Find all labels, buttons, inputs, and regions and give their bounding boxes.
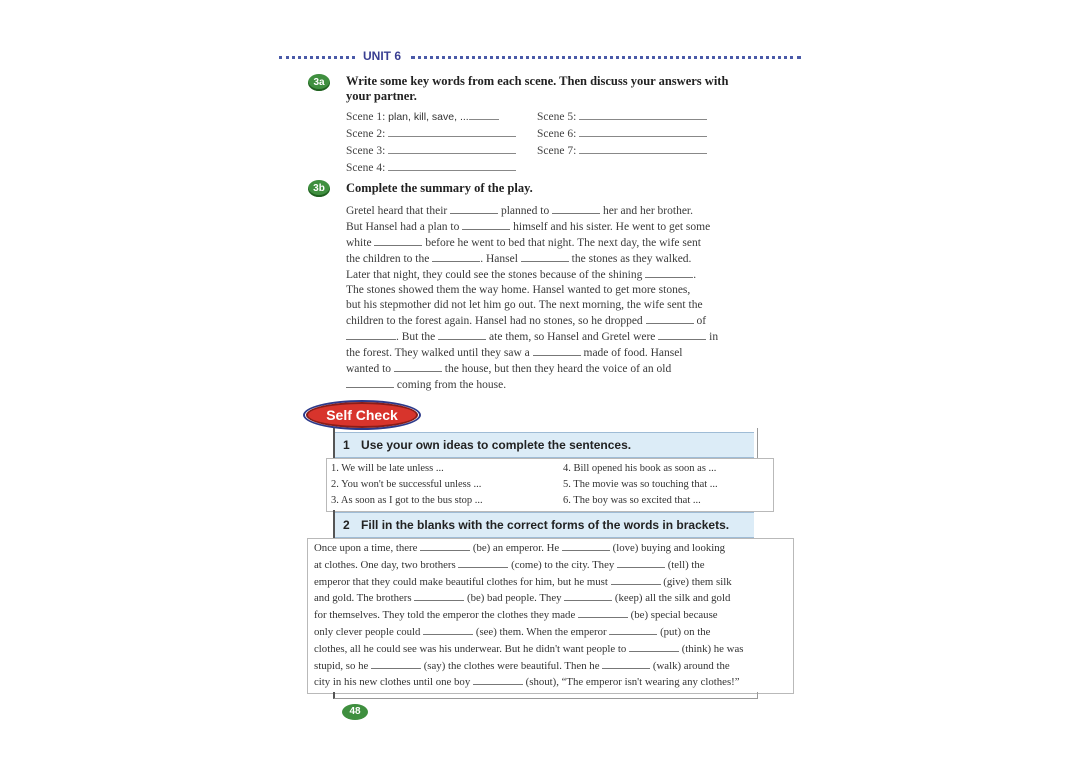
fill-blank[interactable] bbox=[562, 540, 610, 551]
summary-blank[interactable] bbox=[658, 329, 706, 340]
section-3b-badge: 3b bbox=[308, 180, 330, 197]
task2-heading-bar bbox=[335, 512, 754, 538]
text-line bbox=[346, 329, 776, 345]
text-fragment: himself and his sister. He went to get some bbox=[513, 221, 711, 233]
text-line bbox=[314, 590, 743, 607]
section-3b-heading: Complete the summary of the play. bbox=[346, 181, 533, 195]
text-fragment: children to the forest again. Hansel had no stones, so he dropped bbox=[346, 315, 643, 327]
answer-blank[interactable] bbox=[579, 125, 707, 137]
text-line bbox=[314, 557, 743, 574]
text-line bbox=[346, 203, 776, 219]
scene-label: Scene 5: bbox=[537, 111, 577, 123]
text-fragment: stupid, so he bbox=[314, 659, 369, 672]
summary-blank[interactable] bbox=[521, 251, 569, 262]
section-3a-heading bbox=[346, 74, 728, 104]
scene-row bbox=[537, 125, 707, 142]
text-fragment: (see) them. When the emperor bbox=[475, 625, 607, 638]
text-line bbox=[314, 641, 743, 658]
prompt-sentence: 4. Bill opened his book as soon as ... bbox=[563, 463, 717, 474]
task1-heading: Use your own ideas to complete the sentences. bbox=[361, 438, 632, 452]
scene-label: Scene 6: bbox=[537, 128, 577, 140]
scene-answer: plan, kill, save, ... bbox=[388, 111, 469, 123]
scene-label: Scene 1: bbox=[346, 111, 386, 123]
answer-blank[interactable] bbox=[579, 142, 707, 154]
scene-row bbox=[537, 108, 707, 125]
text-fragment: but his stepmother did not let him go out. The next morning, the wife sent the bbox=[346, 299, 703, 311]
summary-blank[interactable] bbox=[646, 313, 694, 324]
text-line bbox=[346, 283, 776, 298]
fill-blank[interactable] bbox=[609, 624, 657, 635]
text-fragment: the children to the bbox=[346, 253, 430, 265]
scene-row bbox=[537, 142, 707, 159]
answer-blank[interactable] bbox=[579, 108, 707, 120]
summary-blank[interactable] bbox=[533, 345, 581, 356]
text-fragment: (give) them silk bbox=[663, 575, 732, 588]
text-fragment: But Hansel had a plan to bbox=[346, 221, 460, 233]
text-fragment: emperor that they could make beautiful clothes for him, but he must bbox=[314, 575, 608, 588]
text-fragment: white bbox=[346, 237, 372, 249]
text-line bbox=[346, 235, 776, 251]
scene-row bbox=[346, 142, 516, 159]
text-fragment: . bbox=[693, 269, 697, 281]
scene-row bbox=[346, 125, 516, 142]
summary-text bbox=[346, 203, 776, 393]
task1-heading-bar bbox=[335, 432, 754, 458]
text-fragment: of bbox=[696, 315, 707, 327]
text-line bbox=[346, 377, 776, 393]
text-fragment: in bbox=[709, 331, 719, 343]
fill-blank[interactable] bbox=[617, 557, 665, 568]
text-line bbox=[314, 624, 743, 641]
task2-heading: Fill in the blanks with the correct forms of the words in brackets. bbox=[361, 518, 730, 532]
text-fragment: Once upon a time, there bbox=[314, 542, 418, 554]
task1-left-column bbox=[331, 461, 483, 509]
prompt-sentence: 3. As soon as I got to the bus stop ... bbox=[331, 495, 483, 506]
text-line bbox=[346, 361, 776, 377]
text-fragment: (be) bad people. They bbox=[466, 592, 562, 605]
task1-sentence-box bbox=[326, 458, 774, 512]
text-fragment: for themselves. They told the emperor the clothes they made bbox=[314, 609, 576, 622]
text-fragment: the stones as they walked. bbox=[571, 253, 692, 265]
text-fragment: (be) special because bbox=[630, 609, 718, 622]
summary-blank[interactable] bbox=[346, 329, 396, 340]
section-3a-heading-line1: Write some key words from each scene. Then discuss your answers with bbox=[346, 74, 729, 88]
task1-right-column bbox=[563, 461, 718, 509]
task2-number: 2 bbox=[343, 518, 350, 532]
section-3a-heading-line2: your partner. bbox=[346, 89, 417, 103]
text-fragment: (say) the clothes were beautiful. Then he bbox=[423, 659, 600, 672]
text-fragment: (shout), “The emperor isn't wearing any clothes!” bbox=[525, 676, 740, 689]
page-number: 48 bbox=[342, 704, 368, 720]
text-fragment: . Hansel bbox=[480, 253, 518, 265]
scene-list-left bbox=[346, 108, 516, 176]
summary-blank[interactable] bbox=[346, 377, 394, 388]
text-line bbox=[314, 674, 743, 691]
text-fragment: the house, but then they heard the voice of an old bbox=[444, 363, 672, 375]
summary-blank[interactable] bbox=[374, 235, 422, 246]
text-line bbox=[346, 251, 776, 267]
task2-frame-bottom bbox=[333, 692, 758, 699]
text-fragment: . But the bbox=[396, 331, 436, 343]
fill-blank[interactable] bbox=[473, 674, 523, 685]
text-fragment: before he went to bed that night. The next day, the wife sent bbox=[425, 237, 701, 249]
text-fragment: (be) an emperor. He bbox=[472, 542, 560, 554]
fill-blank[interactable] bbox=[564, 590, 612, 601]
text-fragment: planned to bbox=[500, 205, 550, 217]
fill-blank[interactable] bbox=[414, 590, 464, 601]
scene-row bbox=[346, 108, 516, 125]
answer-blank[interactable] bbox=[469, 108, 499, 120]
scene-label: Scene 3: bbox=[346, 145, 386, 157]
unit-header bbox=[279, 49, 801, 63]
text-fragment: wanted to bbox=[346, 363, 392, 375]
text-line bbox=[314, 574, 743, 591]
fill-blank[interactable] bbox=[423, 624, 473, 635]
text-fragment: only clever people could bbox=[314, 625, 421, 638]
fill-blank[interactable] bbox=[602, 658, 650, 669]
text-line bbox=[346, 345, 776, 361]
text-fragment: at clothes. One day, two brothers bbox=[314, 558, 456, 571]
text-fragment: (love) buying and looking bbox=[612, 542, 726, 554]
summary-blank[interactable] bbox=[645, 267, 693, 278]
text-fragment: city in his new clothes until one boy bbox=[314, 676, 471, 689]
text-fragment: and gold. The brothers bbox=[314, 592, 412, 605]
text-fragment: (keep) all the silk and gold bbox=[614, 592, 731, 605]
summary-blank[interactable] bbox=[394, 361, 442, 372]
scene-list-right bbox=[537, 108, 707, 159]
fill-blank[interactable] bbox=[371, 658, 421, 669]
text-fragment: (think) he was bbox=[681, 642, 744, 655]
summary-blank[interactable] bbox=[450, 203, 498, 214]
answer-blank[interactable] bbox=[388, 159, 516, 171]
self-check-title: Self Check bbox=[306, 402, 418, 428]
task2-paragraph bbox=[314, 540, 743, 691]
text-line bbox=[314, 540, 743, 557]
task1-number: 1 bbox=[343, 438, 350, 452]
answer-blank[interactable] bbox=[388, 125, 516, 137]
text-fragment: her and her brother. bbox=[602, 205, 693, 217]
fill-blank[interactable] bbox=[458, 557, 508, 568]
fill-blank[interactable] bbox=[611, 574, 661, 585]
text-line bbox=[346, 298, 776, 313]
scene-row bbox=[346, 159, 516, 176]
text-fragment: clothes, all he could see was his underwear. But he didn't want people to bbox=[314, 642, 627, 655]
scene-label: Scene 4: bbox=[346, 162, 386, 174]
dotted-rule-left bbox=[279, 56, 355, 59]
scene-label: Scene 7: bbox=[537, 145, 577, 157]
answer-blank[interactable] bbox=[388, 142, 516, 154]
text-fragment: The stones showed them the way home. Hansel wanted to get more stones, bbox=[346, 284, 691, 296]
scene-label: Scene 2: bbox=[346, 128, 386, 140]
text-line bbox=[346, 313, 776, 329]
section-3a-badge: 3a bbox=[308, 74, 330, 91]
text-line bbox=[346, 219, 776, 235]
text-fragment: (tell) the bbox=[667, 558, 705, 571]
unit-title: UNIT 6 bbox=[359, 49, 405, 63]
text-fragment: (come) to the city. They bbox=[511, 558, 615, 571]
text-fragment: Later that night, they could see the stones because of the shining bbox=[346, 269, 643, 281]
text-fragment: ate them, so Hansel and Gretel were bbox=[489, 331, 656, 343]
fill-blank[interactable] bbox=[578, 607, 628, 618]
text-fragment: Gretel heard that their bbox=[346, 205, 448, 217]
prompt-sentence: 6. The boy was so excited that ... bbox=[563, 495, 701, 506]
text-line bbox=[314, 658, 743, 675]
text-fragment: (put) on the bbox=[660, 625, 711, 638]
text-fragment: made of food. Hansel bbox=[583, 347, 683, 359]
text-fragment: (walk) around the bbox=[652, 659, 730, 672]
dotted-rule-right bbox=[411, 56, 801, 59]
text-line bbox=[346, 267, 776, 283]
text-fragment: coming from the house. bbox=[396, 379, 507, 391]
summary-blank[interactable] bbox=[462, 219, 510, 230]
fill-blank[interactable] bbox=[420, 540, 470, 551]
prompt-sentence: 1. We will be late unless ... bbox=[331, 463, 444, 474]
prompt-sentence: 5. The movie was so touching that ... bbox=[563, 479, 718, 490]
fill-blank[interactable] bbox=[629, 641, 679, 652]
summary-blank[interactable] bbox=[552, 203, 600, 214]
summary-blank[interactable] bbox=[432, 251, 480, 262]
summary-blank[interactable] bbox=[438, 329, 486, 340]
text-line bbox=[314, 607, 743, 624]
prompt-sentence: 2. You won't be successful unless ... bbox=[331, 479, 482, 490]
task2-paragraph-box bbox=[307, 538, 794, 694]
text-fragment: the forest. They walked until they saw a bbox=[346, 347, 530, 359]
